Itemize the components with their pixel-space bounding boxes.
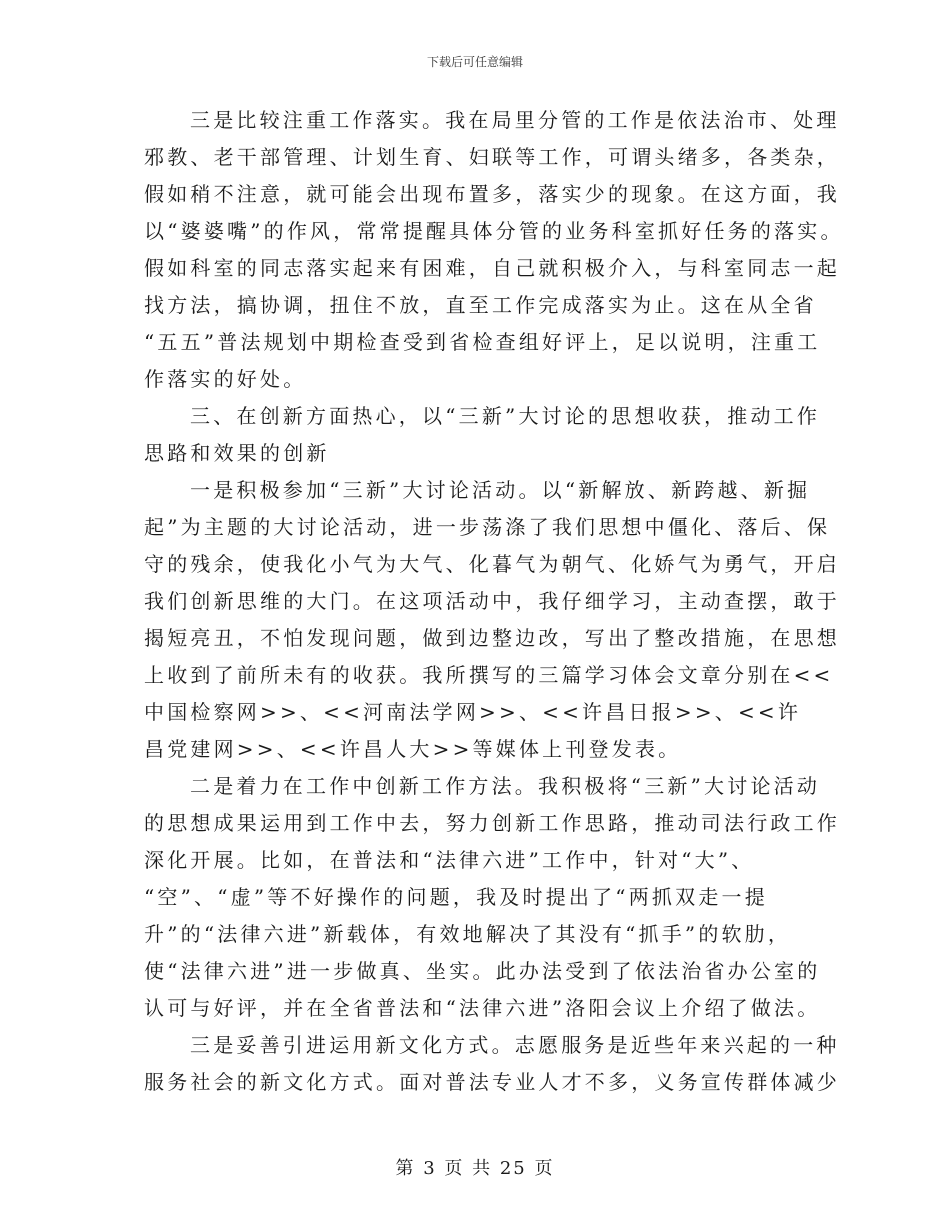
text-line: 二是着力在工作中创新工作方法。我积极将“三新”大讨论活动 [190,774,821,798]
text-line: 三是比较注重工作落实。我在局里分管的工作是依法治市、处理 [190,108,840,132]
text-line: 上收到了前所未有的收获。我所撰写的三篇学习体会文章分别在<< [144,663,834,687]
text-line: 作落实的好处。 [144,367,307,391]
text-line: 邪教、老干部管理、计划生育、妇联等工作，可谓头绪多，各类杂， [144,145,840,169]
page-number: 第 3 页 共 25 页 [395,1158,555,1179]
text-line: 使“法律六进”进一步做真、坐实。此办法受到了依法治省办公室的 [144,959,821,983]
text-line: 找方法，搞协调，扭住不放，直至工作完成落实为止。这在从全省 [144,293,817,317]
page-header: 下载后可任意编辑 [426,55,523,69]
section-heading: 思路和效果的创新 [144,441,330,465]
text-line: 的思想成果运用到工作中去，努力创新工作思路，推动司法行政工作 [144,811,840,835]
text-line: 昌党建网>>、<<许昌人大>>等媒体上刊登发表。 [144,737,682,761]
section-heading: 三、在创新方面热心，以“三新”大讨论的思想收获，推动工作 [190,404,821,428]
text-line: “空”、“虚”等不好操作的问题，我及时提出了“两抓双走一提 [144,885,768,909]
text-line: 假如稍不注意，就可能会出现布置多，落实少的现象。在这方面，我 [144,182,840,206]
text-line: “五五”普法规划中期检查受到省检查组好评上，足以说明，注重工 [144,330,821,354]
text-line: 认可与好评，并在全省普法和“法律六进”洛阳会议上介绍了做法。 [144,996,821,1020]
text-line: 我们创新思维的大门。在这项活动中，我仔细学习，主动查摆，敢于 [144,589,840,613]
text-line: 一是积极参加“三新”大讨论活动。以“新解放、新跨越、新掘 [190,478,811,502]
text-line: 中国检察网>>、<<河南法学网>>、<<许昌日报>>、<<许 [144,700,802,724]
text-line: 服务社会的新文化方式。面对普法专业人才不多，义务宣传群体减少 [144,1070,840,1094]
text-line: 三是妥善引进运用新文化方式。志愿服务是近些年来兴起的一种 [190,1033,840,1057]
text-line: 以“婆婆嘴”的作风，常常提醒具体分管的业务科室抓好任务的落实。 [144,219,844,243]
text-line: 假如科室的同志落实起来有困难，自己就积极介入，与科室同志一起 [144,256,840,280]
text-line: 深化开展。比如，在普法和“法律六进”工作中，针对“大”、 [144,848,755,872]
text-line: 升”的“法律六进”新载体，有效地解决了其没有“抓手”的软肋， [144,922,792,946]
text-line: 起”为主题的大讨论活动，进一步荡涤了我们思想中僵化、落后、保 [144,515,831,539]
text-line: 守的残余，使我化小气为大气、化暮气为朝气、化娇气为勇气，开启 [144,552,840,576]
text-line: 揭短亮丑，不怕发现问题，做到边整边改，写出了整改措施，在思想 [144,626,840,650]
